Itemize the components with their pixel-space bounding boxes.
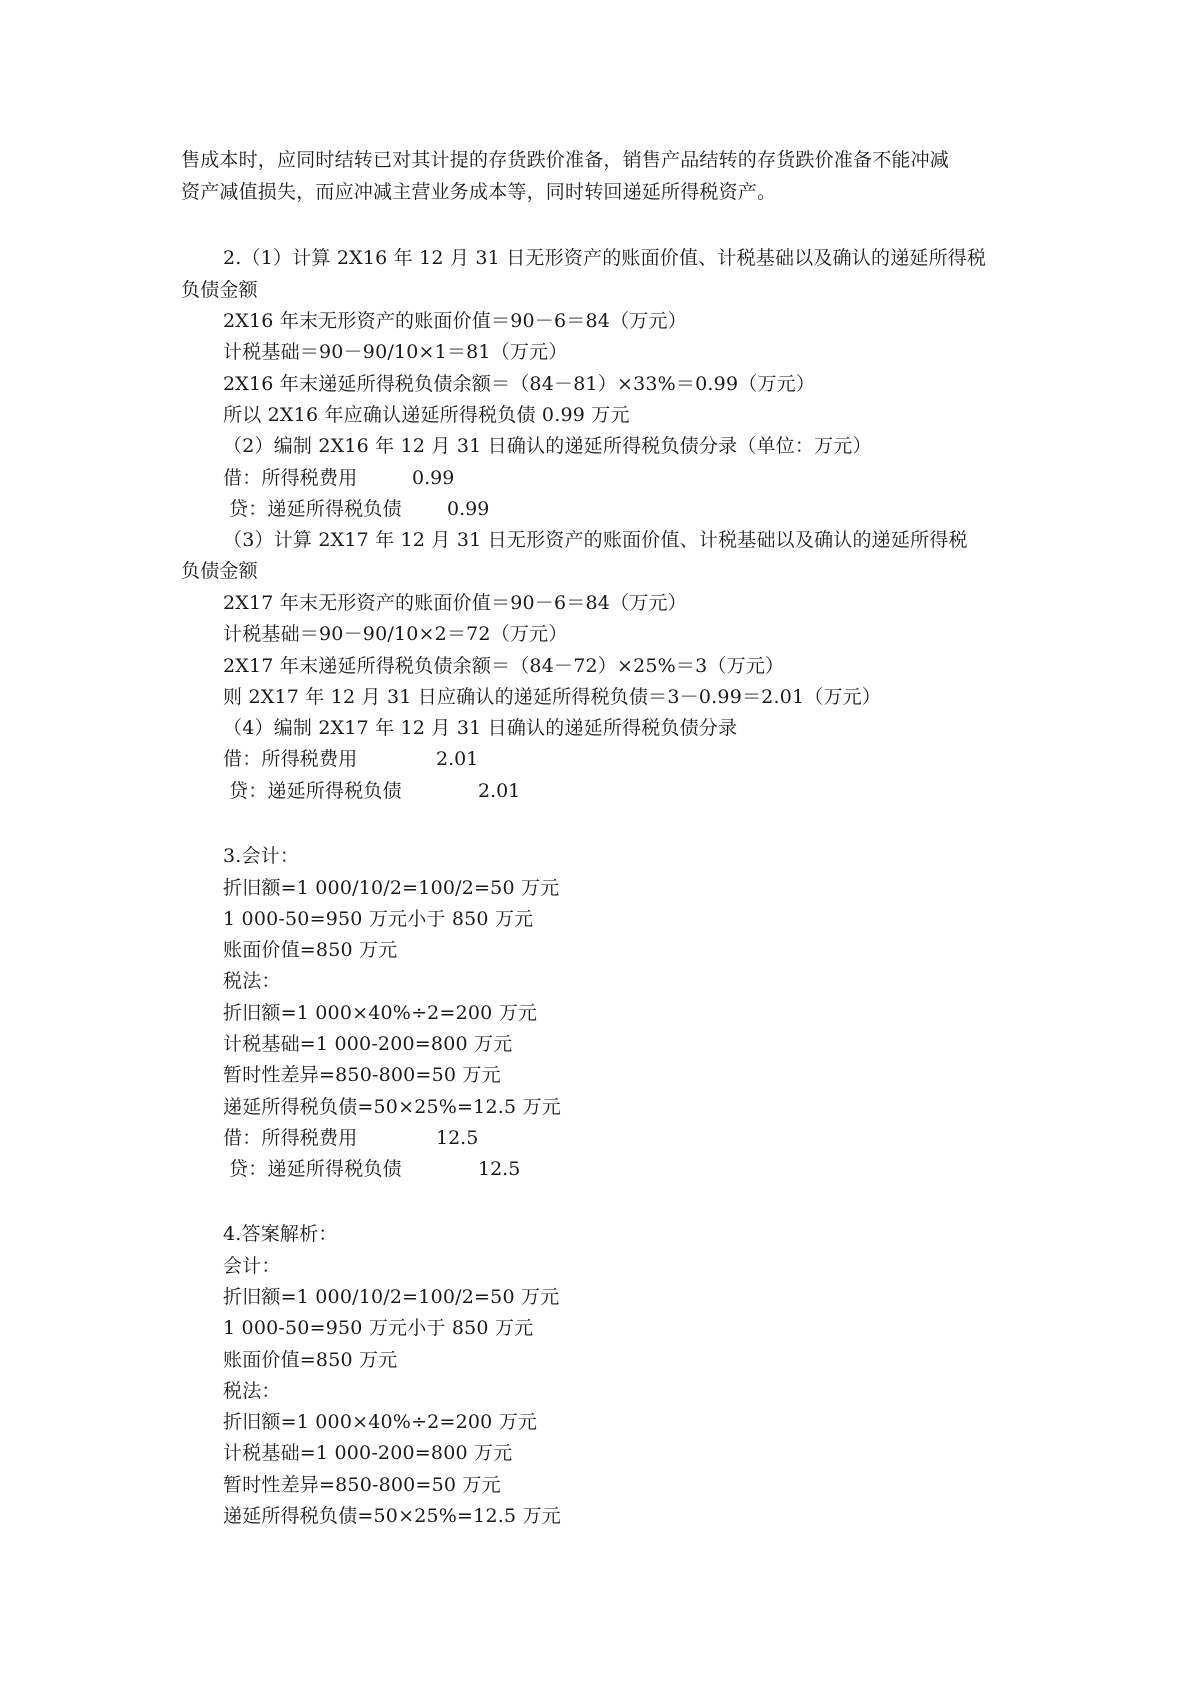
q4-line-3: 账面价值=850 万元 bbox=[223, 1349, 398, 1371]
q2-part4-debit-label: 借：所得税费用 bbox=[223, 748, 358, 770]
q2-part1-heading-cont: 负债金额 bbox=[181, 279, 258, 301]
q3-line-2: 1 000-50=950 万元小于 850 万元 bbox=[223, 908, 534, 930]
q2-part2-debit-label: 借：所得税费用 bbox=[223, 467, 358, 489]
q2-part1-calc-2: 计税基础＝90－90/10×1＝81（万元） bbox=[223, 341, 568, 363]
q2-part4-credit-label: 贷：递延所得税负债 bbox=[229, 780, 402, 802]
q3-line-6: 计税基础=1 000-200=800 万元 bbox=[223, 1033, 513, 1055]
q3-line-8: 递延所得税负债=50×25%=12.5 万元 bbox=[223, 1096, 561, 1118]
q4-line-2: 1 000-50=950 万元小于 850 万元 bbox=[223, 1317, 534, 1339]
q3-line-5: 折旧额=1 000×40%÷2=200 万元 bbox=[223, 1002, 538, 1024]
q2-part1-calc-3: 2X16 年末递延所得税负债余额＝（84－81）×33%＝0.99（万元） bbox=[223, 373, 816, 395]
q3-line-1: 折旧额=1 000/10/2=100/2=50 万元 bbox=[223, 877, 560, 899]
q2-part4-debit-amount: 2.01 bbox=[436, 748, 479, 770]
q2-part2-credit-label: 贷：递延所得税负债 bbox=[229, 498, 402, 520]
q2-part3-calc-2: 计税基础＝90－90/10×2＝72（万元） bbox=[223, 623, 568, 645]
q3-line-3: 账面价值=850 万元 bbox=[223, 939, 398, 961]
q2-part3-calc-1: 2X17 年末无形资产的账面价值＝90－6＝84（万元） bbox=[223, 592, 687, 614]
intro-line-1: 售成本时，应同时结转已对其计提的存货跌价准备，销售产品结转的存货跌价准备不能冲减 bbox=[181, 149, 950, 171]
q4-line-1: 折旧额=1 000/10/2=100/2=50 万元 bbox=[223, 1286, 560, 1308]
q3-credit-label: 贷：递延所得税负债 bbox=[229, 1158, 402, 1180]
q3-credit-amount: 12.5 bbox=[478, 1158, 521, 1180]
q2-part1-heading: 2.（1）计算 2X16 年 12 月 31 日无形资产的账面价值、计税基础以及确认的递延所得税 bbox=[223, 247, 987, 269]
q4-heading: 4.答案解析： bbox=[223, 1223, 338, 1245]
q2-part4-credit-amount: 2.01 bbox=[478, 780, 521, 802]
q4-line-7: 暂时性差异=850-800=50 万元 bbox=[223, 1474, 501, 1496]
q4-line-5: 折旧额=1 000×40%÷2=200 万元 bbox=[223, 1411, 538, 1433]
q4-line-0: 会计： bbox=[223, 1255, 281, 1277]
q2-part3-heading-cont: 负债金额 bbox=[181, 560, 258, 582]
q2-part3-calc-4: 则 2X17 年 12 月 31 日应确认的递延所得税负债＝3－0.99＝2.01（万元） bbox=[223, 686, 882, 708]
q2-part2-credit-amount: 0.99 bbox=[447, 498, 490, 520]
q2-part1-calc-1: 2X16 年末无形资产的账面价值＝90－6＝84（万元） bbox=[223, 310, 687, 332]
q2-part4-heading: （4）编制 2X17 年 12 月 31 日确认的递延所得税负债分录 bbox=[223, 717, 738, 739]
q2-part3-calc-3: 2X17 年末递延所得税负债余额＝（84－72）×25%＝3（万元） bbox=[223, 655, 785, 677]
q3-line-4: 税法： bbox=[223, 970, 281, 992]
q2-part2-heading: （2）编制 2X16 年 12 月 31 日确认的递延所得税负债分录（单位：万元） bbox=[223, 435, 872, 457]
q4-line-8: 递延所得税负债=50×25%=12.5 万元 bbox=[223, 1505, 561, 1527]
q2-part2-debit-amount: 0.99 bbox=[412, 467, 455, 489]
q3-debit-amount: 12.5 bbox=[436, 1127, 479, 1149]
q2-part3-heading: （3）计算 2X17 年 12 月 31 日无形资产的账面价值、计税基础以及确认的递延所得税 bbox=[223, 529, 968, 551]
intro-line-2: 资产减值损失，而应冲减主营业务成本等，同时转回递延所得税资产。 bbox=[181, 181, 777, 203]
q3-line-7: 暂时性差异=850-800=50 万元 bbox=[223, 1064, 501, 1086]
q2-part1-calc-4: 所以 2X16 年应确认递延所得税负债 0.99 万元 bbox=[223, 404, 630, 426]
q3-heading: 3.会计： bbox=[223, 845, 300, 867]
q3-debit-label: 借：所得税费用 bbox=[223, 1127, 358, 1149]
q4-line-6: 计税基础=1 000-200=800 万元 bbox=[223, 1442, 513, 1464]
q4-line-4: 税法： bbox=[223, 1380, 281, 1402]
